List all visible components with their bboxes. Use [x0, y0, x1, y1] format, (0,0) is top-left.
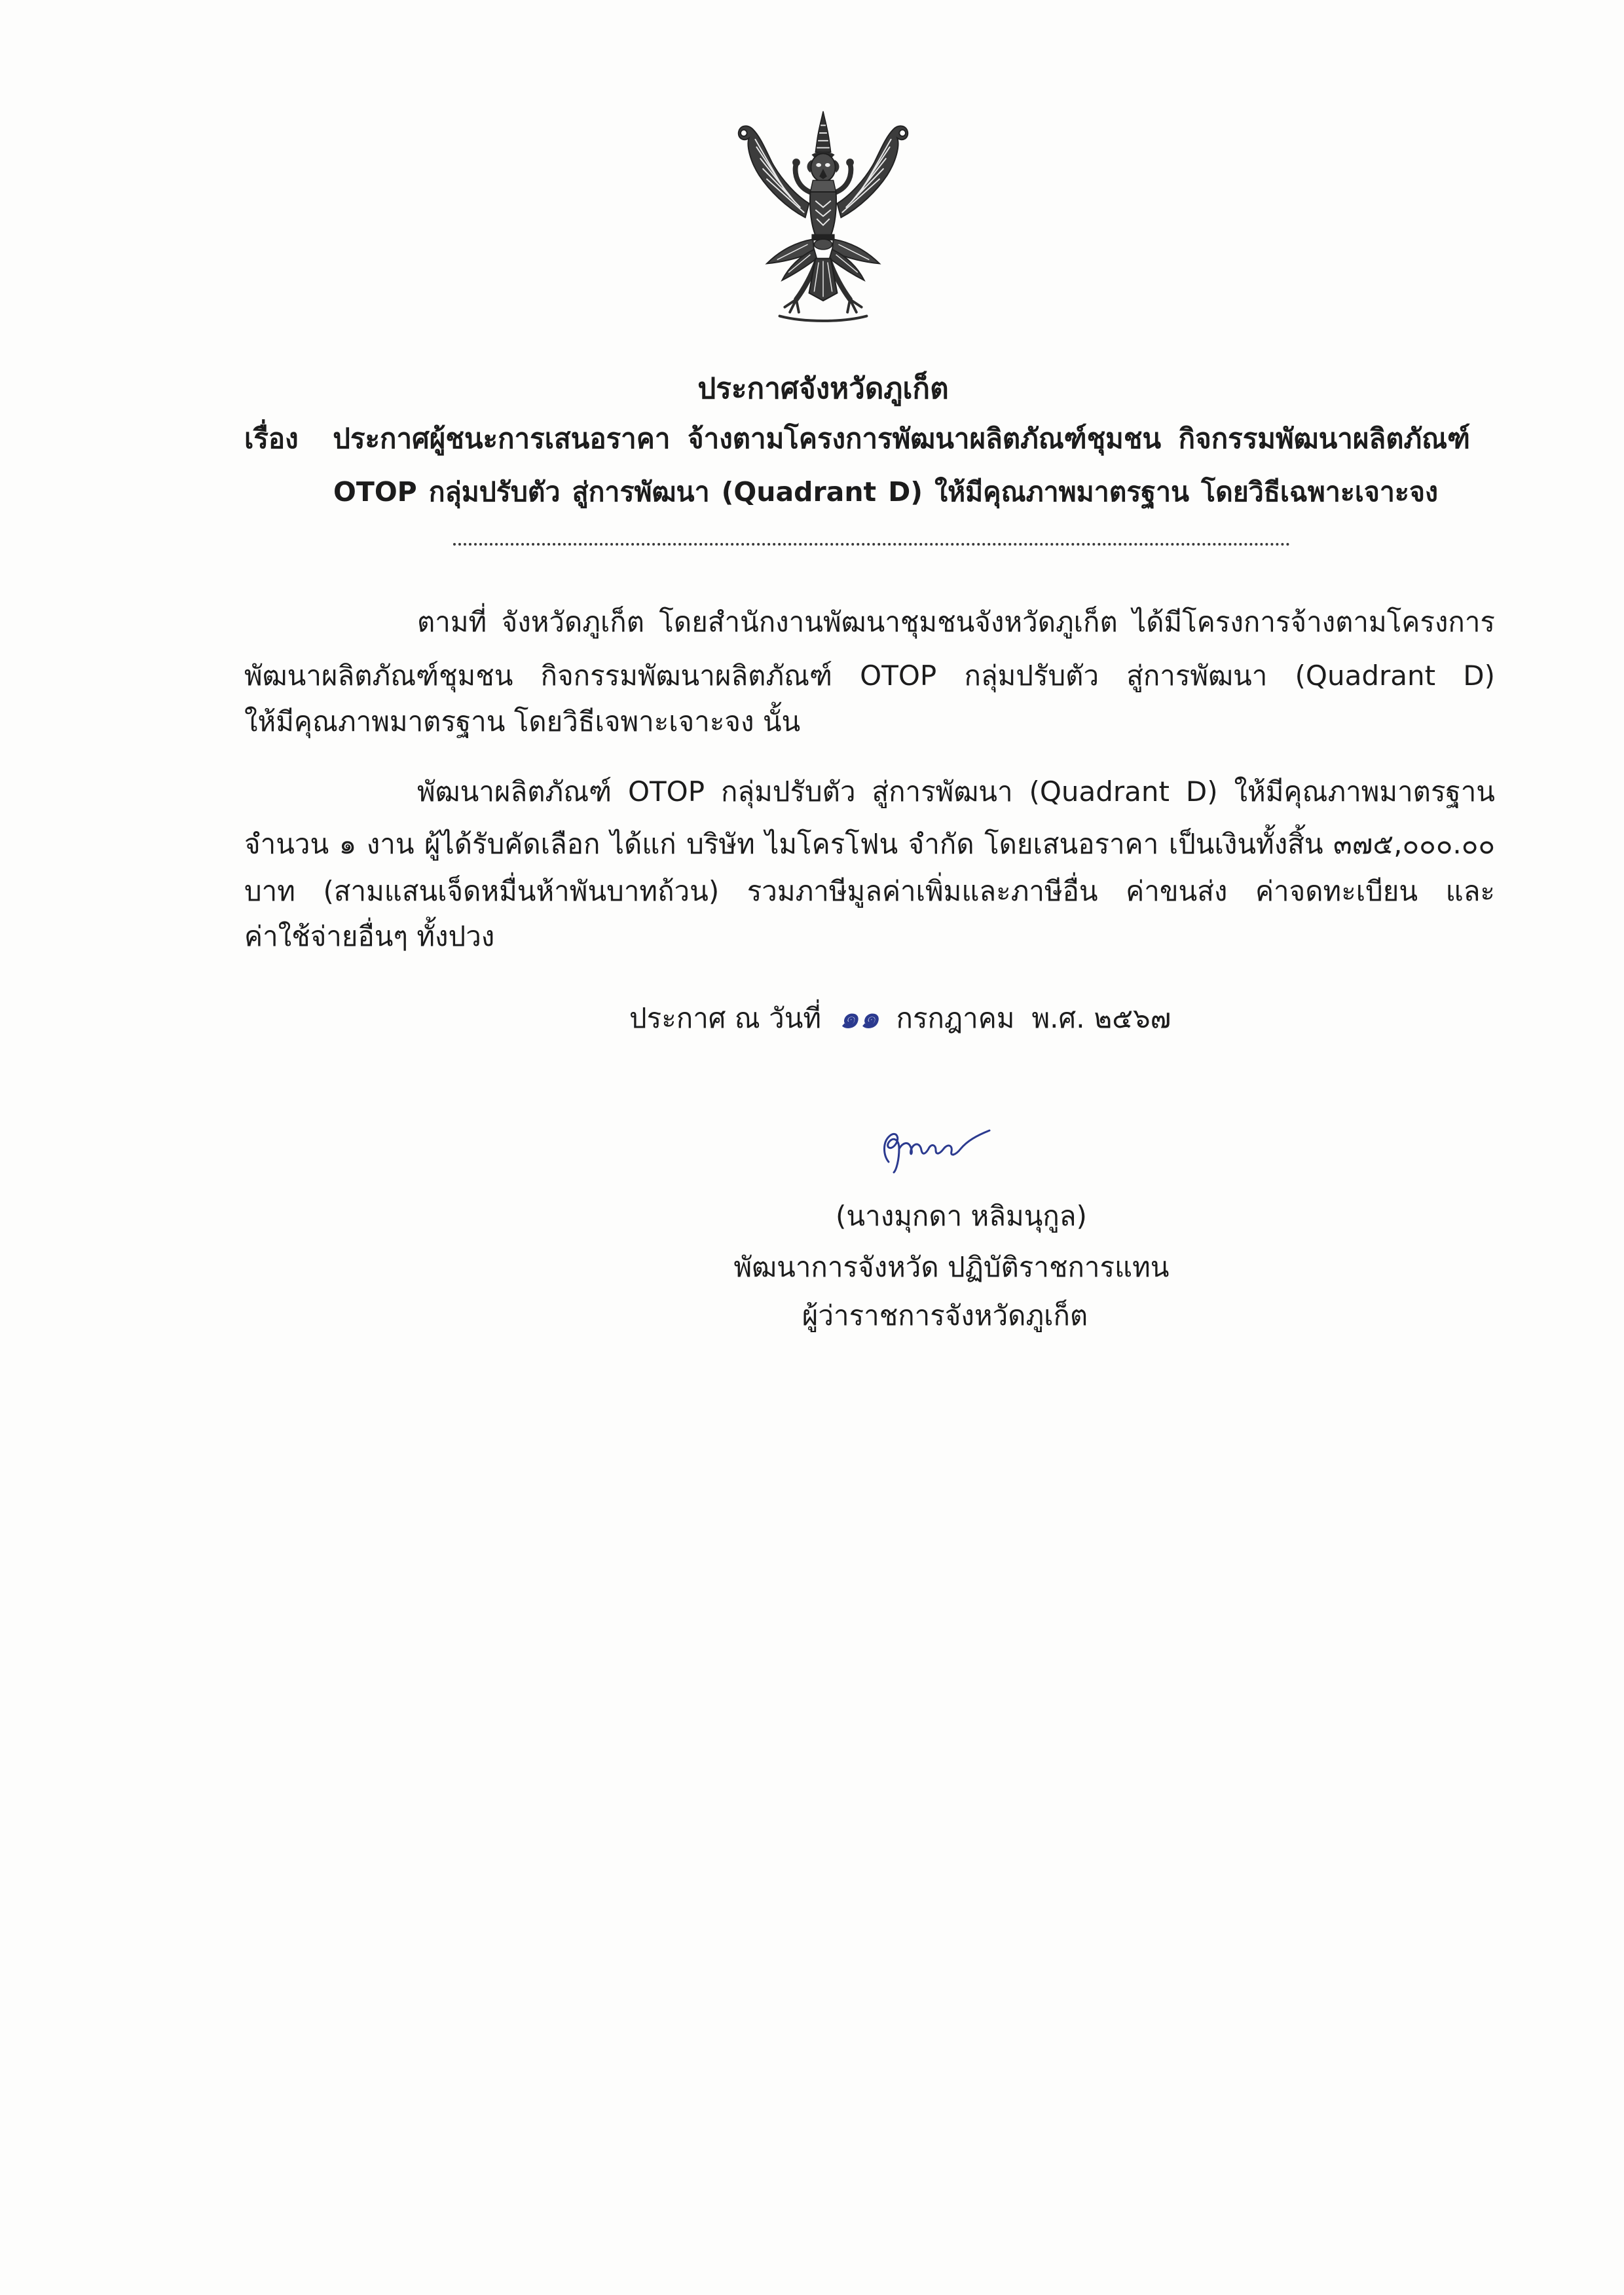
- paragraph-2-line-3: บาท (สามแสนเจ็ดหมื่นห้าพันบาทถ้วน) รวมภาษีมูลค่าเพิ่มและภาษีอื่น ค่าขนส่ง ค่าจดทะเบียน และ: [244, 875, 1495, 907]
- subject-line-2: OTOP กลุ่มปรับตัว สู่การพัฒนา (Quadrant D) ให้มีคุณภาพมาตรฐาน โดยวิธีเฉพาะเจาะจง: [333, 476, 1438, 508]
- paragraph-1-line-2: พัฒนาผลิตภัณฑ์ชุมชน กิจกรรมพัฒนาผลิตภัณฑ์ OTOP กลุ่มปรับตัว สู่การพัฒนา (Quadrant D): [244, 660, 1495, 692]
- date-year: ๒๕๖๗: [1094, 1002, 1172, 1034]
- paragraph-2-line-1: พัฒนาผลิตภัณฑ์ OTOP กลุ่มปรับตัว สู่การพัฒนา (Quadrant D) ให้มีคุณภาพมาตรฐาน: [417, 775, 1495, 808]
- signatory-position: พัฒนาการจังหวัด ปฏิบัติราชการแทน: [733, 1251, 1170, 1283]
- subject-line-1: [244, 419, 1470, 458]
- signatory-name: (นางมุกดา หลิมนุกูล): [836, 1200, 1087, 1232]
- signatory-on-behalf-of: ผู้ว่าราชการจังหวัดภูเก็ต: [802, 1299, 1088, 1332]
- handwritten-day: ๑๑: [840, 999, 881, 1035]
- document-title: ประกาศจังหวัดภูเก็ต: [697, 372, 949, 405]
- dotted-separator: [453, 543, 1290, 546]
- handwritten-signature: [870, 1116, 995, 1175]
- paragraph-2-line-4: ค่าใช้จ่ายอื่นๆ ทั้งปวง: [244, 920, 495, 952]
- paragraph-1-line-3: ให้มีคุณภาพมาตรฐาน โดยวิธีเจพาะเจาะจง นั้น: [244, 705, 801, 737]
- garuda-emblem: [727, 107, 919, 331]
- announcement-date: [629, 998, 1350, 1037]
- date-prefix: ประกาศ ณ วันที่: [629, 1002, 822, 1034]
- date-month: กรกฎาคม: [896, 1002, 1015, 1034]
- subject-label: เรื่อง: [244, 422, 299, 455]
- subject-text-1: ประกาศผู้ชนะการเสนอราคา จ้างตามโครงการพัฒนาผลิตภัณฑ์ชุมชน กิจกรรมพัฒนาผลิตภัณฑ์: [333, 422, 1471, 455]
- date-era: พ.ศ.: [1031, 1002, 1085, 1034]
- paragraph-1-line-1: ตามที่ จังหวัดภูเก็ต โดยสำนักงานพัฒนาชุมชนจังหวัดภูเก็ต ได้มีโครงการจ้างตามโครงการ: [417, 606, 1495, 638]
- paragraph-2-line-2: จำนวน ๑ งาน ผู้ได้รับคัดเลือก ได้แก่ บริษัท ไมโครโฟน จำกัด โดยเสนอราคา เป็นเงินทั้งสิ้น ๓๗๕,๐๐๐.๐๐: [244, 828, 1495, 860]
